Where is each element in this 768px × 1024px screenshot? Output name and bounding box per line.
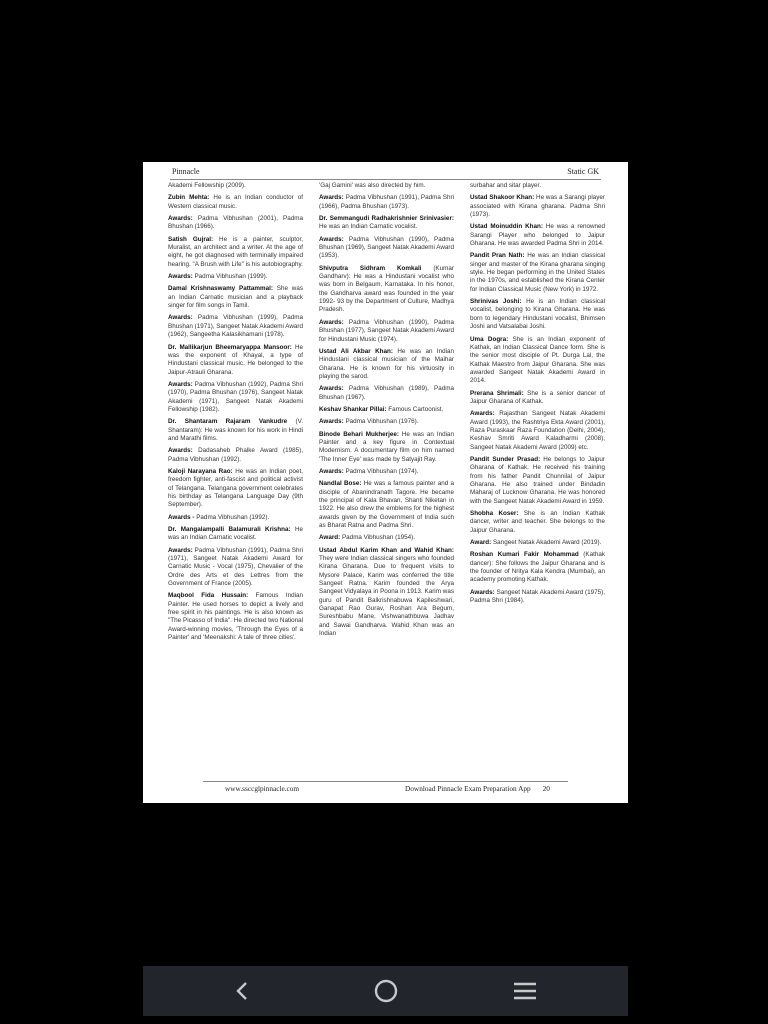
entry-heading: Awards: <box>168 215 193 223</box>
paragraph: Awards: Padma Vibhushan (1976). <box>319 418 419 426</box>
entry-heading: Nandlal Bose: <box>319 480 362 488</box>
paragraph: Awards: Rajasthan Sangeet Natak Akademi Award (1993), the Rashtriya Ekta Award (2001), Raza Puraskaar Raza Foundation (Delhi, 2004), Keshav Smriti Award Kaladharmi (2008), Sangeet Natak Akademi Award (2009) etc. <box>470 410 605 451</box>
page-number: 20 <box>542 784 550 793</box>
entry-heading: Awards: <box>319 235 344 243</box>
entry-heading: Dr. Semmangudi Radhakrishnier Srinivasier: <box>319 215 454 223</box>
entry-heading: Awards: <box>470 588 495 596</box>
back-icon <box>233 980 253 1002</box>
entry-heading: Maqbool Fida Hussain: <box>168 592 249 600</box>
paragraph: Dr. Mallikarjun Bheemaryappa Mansoor: He was the exponent of Khayal, a type of Hindustani classical music. He belonged to the Jaipur-Atrauli Gharana. <box>168 343 303 376</box>
entry-heading: Roshan Kumari Fakir Mohammad <box>470 551 579 559</box>
entry-heading: Dr. Mallikarjun Bheemaryappa Mansoor: <box>168 343 292 351</box>
paragraph: Maqbool Fida Hussain: Famous Indian Painter. He used horses to depict a lively and free spirit in his paintings. He is also known as "The Picasso of India". He directed two National Award-winning movies, 'Through the Eyes of a Painter' and 'Meenakshi: A tale of three cities'. <box>168 592 304 642</box>
header-section: Static GK <box>567 167 599 176</box>
android-nav-bar <box>143 966 628 1016</box>
entry-heading: Awards - <box>168 513 195 521</box>
footer-divider <box>203 781 568 782</box>
paragraph: Ustad Abdul Karim Khan and Wahid Khan: They were Indian classical singers who founded Kirana Gharana. Due to frequent visits to Mysore Palace, Karim was conferred the title Sangeet Ratna. Karim founded the Arya Sangeet Vidyalaya in Poona in 1913. Karim was guru of Pandit Balkrishnabuwa Kapileshwari, Ganapat Rao Gurav, Roshan Ara Begum, Sureshbabu Mane, Vishwanathbuwa Jadhav and Sawai Gandharva. Wahid Khan was an Indian <box>319 546 454 638</box>
entry-heading: Uma Dogra: <box>470 335 509 343</box>
entry-heading: Awards: <box>319 467 344 475</box>
text-column-3 <box>470 182 605 609</box>
paragraph: Dr. Mangalampalli Balamurali Krishna: He was an Indian Carnatic vocalist. <box>168 526 303 542</box>
paragraph: Ustad Moinuddin Khan: He was a renowned Sarangi Player who belonged to Jaipur Gharana. He was awarded Padma Shri in 2014. <box>470 223 605 248</box>
entry-heading: Awards: <box>168 380 193 388</box>
text-column-1 <box>168 182 303 647</box>
paragraph: Awards: Dadasaheb Phalke Award (1985), Padma Vibhushan (1992). <box>168 447 303 463</box>
entry-heading: Dr. Shantaram Rajaram Vankudre <box>168 418 288 426</box>
paragraph: Shobha Koser: She is an Indian Kathak dancer, writer and teacher. She belongs to the Jaipur Gharana. <box>470 510 605 534</box>
entry-heading: Awards: <box>319 194 344 202</box>
text-column-2 <box>319 182 454 643</box>
paragraph: Akademi Fellowship (2009). <box>168 182 246 189</box>
entry-heading: Awards: <box>168 546 193 554</box>
paragraph: Awards: Padma Vibhushan (1974). <box>319 467 419 475</box>
paragraph: Shivputra Sidhram Komkali (Kumar Gandharv): He was a Hindustani vocalist who was born in Belgaum, Karnataka. In his honor, the Gandharva award was founded in the year 1992- 93 by the Department of Culture, Madhya Pradesh. <box>319 264 454 314</box>
entry-heading: Awards: <box>319 418 344 426</box>
footer-app-note <box>405 784 550 793</box>
paragraph: Dr. Semmangudi Radhakrishnier Srinivasier: He was an Indian Carnatic vocalist. <box>319 215 454 231</box>
paragraph: 'Gaj Gamini' was also directed by him. <box>319 182 426 189</box>
entry-heading: Awards: <box>319 385 344 393</box>
paragraph: Keshav Shankar Pillai: Famous Cartoonist. <box>319 405 444 413</box>
entry-heading: Ustad Moinuddin Khan: <box>470 223 543 231</box>
entry-heading: Shrinivas Joshi: <box>470 298 522 306</box>
entry-heading: Damal Krishnaswamy Pattammal: <box>168 285 273 293</box>
header-brand: Pinnacle <box>172 167 200 176</box>
entry-heading: Awards: <box>168 447 193 455</box>
paragraph: Prerana Shrimali: She is a senior dancer of Jaipur Gharana of Kathak. <box>470 389 605 405</box>
entry-heading: Ustad Shakoor Khan: <box>470 194 535 202</box>
paragraph: Ustad Shakoor Khan: He was a Sarangi player associated with Kirana gharana. Padma Shri (1973). <box>470 194 605 219</box>
paragraph: Satish Gujral: He is a painter, sculptor, Muralist, an architect and a writer. At the age of eight, he got diagnosed with terminally impaired hearing. "A Brush with Life" is his autobiography. <box>168 235 303 268</box>
entry-heading: Zubin Mehta: <box>168 194 210 202</box>
paragraph: Dr. Shantaram Rajaram Vankudre (V. Shantaram): He was known for his work in Hindi and Marathi films. <box>168 418 303 442</box>
entry-heading: Ustad Ali Akbar Khan: <box>319 347 393 355</box>
entry-heading: Satish Gujral: <box>168 235 214 243</box>
entry-heading: Awards: <box>319 318 344 326</box>
entry-heading: Ustad Abdul Karim Khan and Wahid Khan: <box>319 546 454 554</box>
entry-heading: Awards: <box>168 314 193 322</box>
entry-heading: Pandit Pran Nath: <box>470 252 525 260</box>
home-icon <box>373 978 399 1004</box>
entry-heading: Prerana Shrimali: <box>470 389 524 397</box>
header-divider <box>170 179 601 180</box>
paragraph: Awards: Padma Vibhushan (1992), Padma Shri (1970), Padma Bhushan (1976), Sangeet Natak Akademi (1971), Sangeet Natak Akademi Fellowship (1982). <box>168 380 303 413</box>
paragraph: Award: Padma Vibhushan (1954). <box>319 534 416 542</box>
paragraph: Binode Behari Mukherjee: He was an Indian Painter and a key figure in Contextual Modernism. A documentary film on him named 'The Inner Eye' was made by Satyajit Ray. <box>319 430 454 463</box>
paragraph: Ustad Ali Akbar Khan: He was an Indian Hindustani classical musician of the Maihar Gharana. He is known for his virtuosity in playing the sarod. <box>319 347 455 380</box>
recents-button[interactable] <box>495 966 555 1016</box>
entry-heading: Award: <box>319 534 341 542</box>
paragraph: Shrinivas Joshi: He is an Indian classical vocalist, belonging to Kirana Gharana. He was born to legendary Hindustani vocalist, Bhimsen Joshi and Vatsalabai Joshi. <box>470 298 605 331</box>
back-button[interactable] <box>213 966 273 1016</box>
paragraph: Awards - Padma Vibhushan (1992). <box>168 513 270 521</box>
paragraph: Awards: Padma Vibhushan (1999), Padma Bhushan (1971), Sangeet Natak Akademi Award (1962), Sangeetha Kalasikhamani (1978). <box>168 314 304 339</box>
paragraph: surbahar and sitar player. <box>470 182 542 189</box>
entry-heading: Shobha Koser: <box>470 510 519 518</box>
home-button[interactable] <box>356 966 416 1016</box>
paragraph: Awards: Padma Vibhushan (2001), Padma Bhushan (1966). <box>168 215 303 231</box>
entry-heading: Kaloji Narayana Rao: <box>168 467 233 475</box>
recents-icon <box>512 980 538 1002</box>
entry-heading: Shivputra Sidhram Komkali <box>319 264 422 272</box>
paragraph: Awards: Padma Vibhushan (1990), Padma Bhushan (1969), Sangeet Natak Akademi Award (1953). <box>319 235 455 260</box>
paragraph: Uma Dogra: She is an Indian exponent of Kathak, an Indian Classical Dance form. She is the senior most disciple of Pt. Durga Lal, the Kathak Maestro from Jaipur Gharana. She was awarded Sangeet Natak Akademi Award in 2014. <box>470 335 606 385</box>
paragraph: Awards: Sangeet Natak Akademi Award (1975), Padma Shri (1984). <box>470 588 605 605</box>
paragraph: Awards: Padma Vibhushan (1999). <box>168 273 268 281</box>
paragraph: Awards: Padma Vibhushan (1991), Padma Shri (1971), Sangeet Natak Akademi Award for Carnatic Music - Vocal (1975), Chevalier of the Ordre des Arts et des Lettres from the Government of France (2005). <box>168 546 303 588</box>
paragraph: Damal Krishnaswamy Pattammal: She was an Indian Carnatic musician and a playback singer for film songs in Tamil. <box>168 285 304 310</box>
entry-heading: Award: <box>470 539 492 547</box>
entry-heading: Binode Behari Mukherjee: <box>319 430 399 438</box>
paragraph: Awards: Padma Vibhushan (1989), Padma Bhushan (1967). <box>319 385 454 401</box>
paragraph: Nandlal Bose: He was a famous painter and a disciple of Abanindranath Tagore. He became the principal of Kala Bhavan, Shanti Niketan in 1922. He also drew the emblems for the highest awards given by the Government of India such as Bharat Ratna and Padma Shri. <box>319 480 454 530</box>
paragraph: Awards: Padma Vibhushan (1991), Padma Shri (1966), Padma Bhushan (1973). <box>319 194 454 210</box>
paragraph: Awards: Padma Vibhushan (1990), Padma Bhushan (1977), Sangeet Natak Akademi Award for Hindustani Music (1974). <box>319 318 455 343</box>
paragraph: Pandit Pran Nath: He was an Indian classical singer and master of the Kirana gharana singing style. He began performing in the United States in the 1970s, and established the Kirana Center for Indian Classical Music (New York) in 1972. <box>470 252 605 293</box>
entry-heading: Dr. Mangalampalli Balamurali Krishna: <box>168 526 291 534</box>
paragraph: Kaloji Narayana Rao: He was an Indian poet, freedom fighter, anti-fascist and political activist of Telangana. Telangana government celebrates his birthday as Telangana Language Day (9th September). <box>168 467 303 509</box>
entry-heading: Awards: <box>168 273 193 281</box>
entry-heading: Pandit Sunder Prasad: <box>470 455 541 463</box>
paragraph: Roshan Kumari Fakir Mohammad (Kathak dancer): She follows the Jaipur Gharana and is the founder of Nritya Kala Kendra (Mumbai), an academy promoting Kathak. <box>470 551 606 584</box>
footer-website: www.ssccglpinnacle.com <box>225 784 300 793</box>
paragraph: Award: Sangeet Natak Akademi Award (2019). <box>470 539 602 547</box>
document-page <box>143 162 628 803</box>
entry-heading: Awards: <box>470 410 495 418</box>
footer-app-text: Download Pinnacle Exam Preparation App <box>405 784 531 793</box>
paragraph: Pandit Sunder Prasad: He belongs to Jaipur Gharana of Kathak. He received his training from his father Pandit Chunnilal of Jaipur Gharana. He also trained under Bindadin Maharaj of Lucknow Gharana. He was honored with the Sangeet Natak Akademi Award in 1959. <box>470 455 605 505</box>
paragraph: Zubin Mehta: He is an Indian conductor of Western classical music. <box>168 194 303 210</box>
entry-heading: Keshav Shankar Pillai: <box>319 405 387 413</box>
